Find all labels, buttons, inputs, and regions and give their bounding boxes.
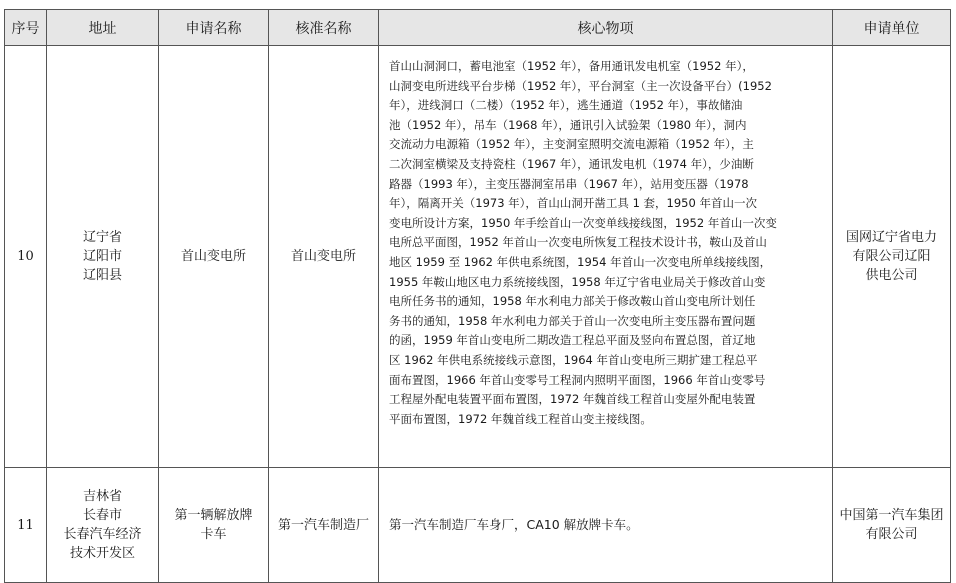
header-address: 地址	[47, 10, 159, 46]
cell-core-items: 第一汽车制造厂车身厂，CA10 解放牌卡车。	[379, 468, 833, 583]
header-applied-name: 申请名称	[159, 10, 269, 46]
cell-approved-name: 第一汽车制造厂	[269, 468, 379, 583]
cell-seq: 10	[5, 46, 47, 468]
cell-applied-name: 首山变电所	[159, 46, 269, 468]
cell-address: 吉林省 长春市 长春汽车经济 技术开发区	[47, 468, 159, 583]
cell-applicant: 国网辽宁省电力 有限公司辽阳 供电公司	[833, 46, 951, 468]
header-core-items: 核心物项	[379, 10, 833, 46]
cell-applicant: 中国第一汽车集团 有限公司	[833, 468, 951, 583]
header-applicant: 申请单位	[833, 10, 951, 46]
cell-approved-name: 首山变电所	[269, 46, 379, 468]
cell-address: 辽宁省 辽阳市 辽阳县	[47, 46, 159, 468]
heritage-table	[4, 9, 951, 583]
header-seq: 序号	[5, 10, 47, 46]
table-row	[5, 468, 951, 583]
cell-core-items: 首山山洞洞口，蓄电池室（1952 年），备用通讯发电机室（1952 年）， 山洞变电所进线平台步梯（1952 年），平台洞室（主一次设备平台）(1952 年），进线洞口（二楼）（1952 年），逃生通道（1952 年），事故储油 池（1952 年），吊车（1968 年），通讯引入试验架（1980 年），洞内 交流动力电源箱（1952 年），主变洞室照明交流电源箱（1952 年），主 二次洞室横梁及支持瓷柱（1967 年），通讯发电机（1974 年），少油断 路器（1993 年），主变压器洞室吊串（1967 年），站用变压器（1978 年），隔离开关（1973 年），首山山洞开凿工具 1 套，1950 年首山一次 变电所设计方案，1950 年手绘首山一次变单线接线图，1952 年首山一次变 电所总平面图，1952 年首山一次变电所恢复工程技术设计书，鞍山及首山 地区 1959 至 1962 年供电系统图，1954 年首山一次变电所单线接线图， 1955 年鞍山地区电力系统接线图，1958 年辽宁省电业局关于修改首山变 电所任务书的通知，1958 年水利电力部关于修改鞍山首山变电所计划任 务书的通知，1958 年水利电力部关于首山一次变电所主变压器布置问题 的函，1959 年首山变电所二期改造工程总平面及竖向布置总图，首辽地 区 1962 年供电系统接线示意图，1964 年首山变电所三期扩建工程总平 面布置图，1966 年首山变零号工程洞内照明平面图，1966 年首山变零号 工程屋外配电装置平面布置图，1972 年魏首线工程首山变屋外配电装置 平面布置图，1972 年魏首线工程首山变主接线图。	[379, 46, 833, 468]
header-row	[5, 10, 951, 46]
cell-seq: 11	[5, 468, 47, 583]
header-approved-name: 核准名称	[269, 10, 379, 46]
cell-applied-name: 第一辆解放牌 卡车	[159, 468, 269, 583]
table-row	[5, 46, 951, 468]
